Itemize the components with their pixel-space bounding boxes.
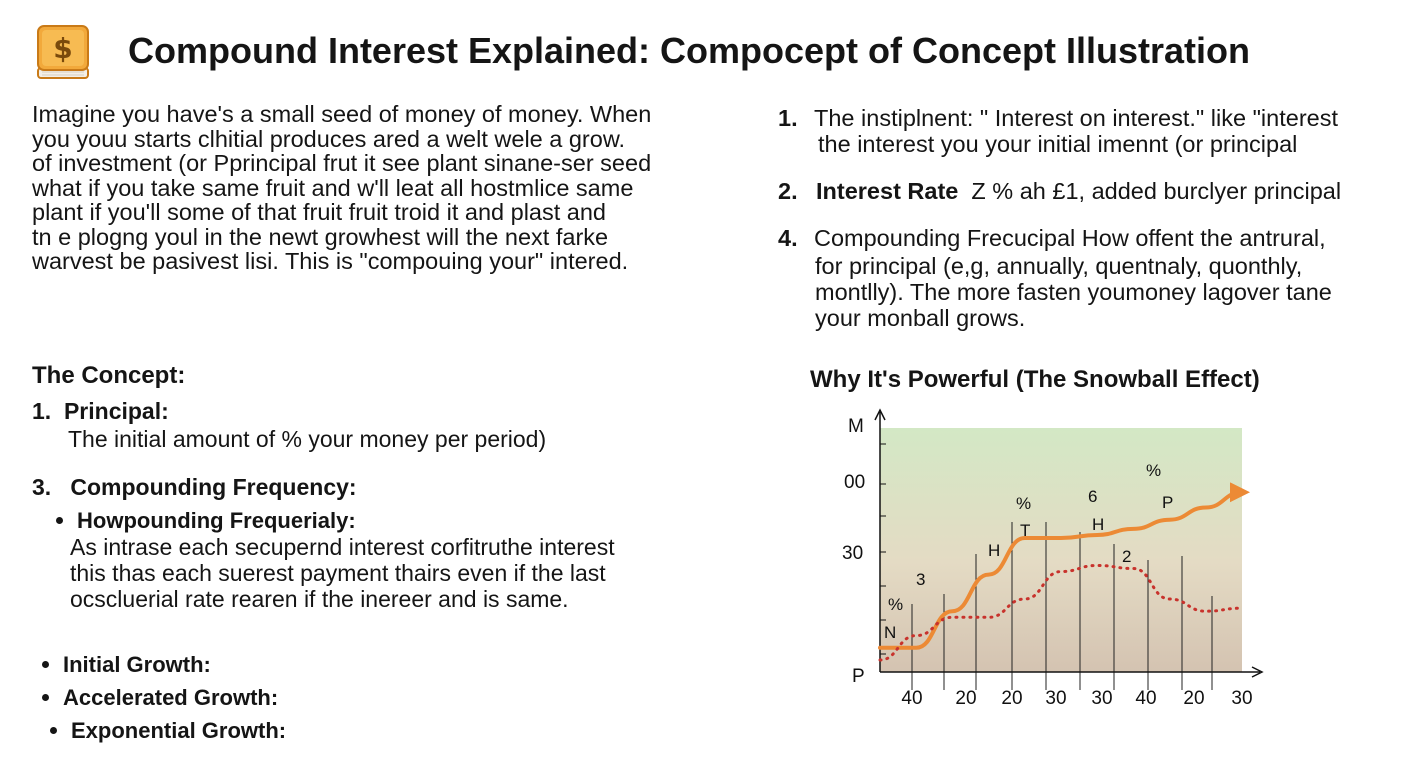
sub-bullet-line: As intrase each secupernd interest corfitruthe interest	[70, 534, 615, 560]
snowball-chart	[836, 404, 1276, 714]
header	[0, 0, 1408, 100]
chart-annotation: 6	[1088, 487, 1098, 506]
right-item-line: Frecucipal How offent the antrural,	[960, 225, 1326, 251]
bullet-dot	[42, 661, 49, 668]
growth-label: Exponential Growth:	[71, 718, 287, 743]
chart-annotation: %	[1016, 494, 1032, 513]
chart-annotation: N	[884, 623, 897, 642]
dollar-book-icon	[32, 22, 92, 82]
chart-title: Why It's Powerful (The Snowball Effect)	[810, 366, 1260, 393]
right-item-line: The instiplnent: " Interest on interest." like "interest	[814, 105, 1338, 131]
intro-line: you youu starts clhitial produces ared a welt wele a grow.	[32, 125, 626, 152]
right-item-line: your monball grows.	[815, 305, 1026, 331]
item-number: 3.	[32, 474, 52, 500]
right-item-4-continuation	[815, 253, 1332, 331]
chart-annotation: %	[1146, 461, 1162, 480]
x-tick-label: 40	[901, 688, 923, 709]
right-item-bold: Interest Rate	[816, 178, 959, 204]
item-number: 4.	[778, 225, 798, 251]
bullet-dot	[50, 727, 57, 734]
growth-label: Initial Growth:	[63, 652, 211, 677]
sub-bullet-line: this thas each suerest payment thairs even if the last	[70, 560, 606, 586]
growth-bullet-initial	[42, 652, 211, 678]
sub-bullet-line: ocscluerial rate rearen if the inereer and is same.	[70, 586, 569, 612]
chart-annotation: P	[1162, 493, 1174, 512]
right-item-line: for principal (e,g, annually, quentnaly, quonthly,	[815, 253, 1303, 279]
x-tick-label: 30	[1231, 688, 1253, 709]
bullet-dot	[42, 694, 49, 701]
y-tick-label: 30	[842, 543, 864, 564]
growth-label: Accelerated Growth:	[63, 685, 279, 710]
item-number: 2.	[778, 178, 798, 204]
intro-line: what if you take same fruit and w'll leat all hostmlice same	[32, 174, 634, 201]
chart-annotation: H	[988, 541, 1001, 560]
item-title: Principal:	[63, 398, 169, 424]
y-tick-label: P	[852, 666, 865, 687]
x-tick-label: 20	[1183, 688, 1205, 709]
right-item-1	[778, 105, 1338, 132]
right-item-2	[778, 178, 1341, 205]
y-tick-label: M	[848, 416, 864, 437]
chart-background	[880, 428, 1242, 672]
item-number: 1.	[32, 398, 52, 424]
x-tick-label: 30	[1045, 688, 1067, 709]
y-tick-label: 00	[844, 472, 866, 493]
concept-heading: The Concept:	[32, 362, 186, 389]
page-title: Compound Interest Explained: Compocept of Concept Illustration	[128, 30, 1251, 71]
right-item-line: the interest you your initial imennt (or principal	[818, 131, 1298, 157]
x-tick-label: 20	[955, 688, 977, 709]
intro-line: warvest be pasivest lisi. This is "compouing your" intered.	[32, 248, 629, 274]
growth-bullet-accelerated	[42, 685, 278, 711]
intro-line: plant if you'll some of that fruit fruit troid it and plast and	[32, 199, 607, 225]
intro-paragraph	[32, 102, 722, 274]
chart-annotation: T	[1020, 521, 1031, 540]
principal-description: The initial amount of % your money per period)	[68, 426, 547, 452]
x-tick-label: 20	[1001, 688, 1023, 709]
intro-line: of investment (or Pprincipal frut it see plant sinane-ser seed	[32, 150, 652, 176]
item-number: 1.	[778, 105, 798, 131]
sub-bullet	[56, 508, 356, 534]
sub-bullet-body	[70, 534, 615, 612]
bullet-dot	[56, 517, 63, 524]
concept-item-frequency	[32, 474, 357, 501]
right-item-bold: Compounding	[814, 225, 961, 251]
chart-annotation: 2	[1122, 547, 1132, 566]
chart-annotation: %	[888, 595, 904, 614]
svg-text:$: $	[53, 32, 73, 65]
item-title: Compounding Frequency:	[70, 474, 357, 500]
right-item-line: montlly). The more fasten youmoney lagover tane	[815, 279, 1332, 305]
chart-annotation: H	[1092, 515, 1105, 534]
x-tick-label: 40	[1135, 688, 1157, 709]
concept-item-principal	[32, 398, 169, 425]
chart-annotation: 3	[916, 570, 926, 589]
right-item-4	[778, 225, 1326, 252]
growth-bullet-exponential	[50, 718, 286, 744]
intro-line: Imagine you have's a small seed of money of money. When	[32, 101, 652, 127]
sub-bullet-title: Howpounding Frequerialy:	[77, 508, 356, 533]
right-item-rest: Z % ah £1, added burclyer principal	[971, 178, 1342, 204]
x-tick-label: 30	[1091, 688, 1113, 709]
intro-line: tn e plogng youl in the newt growhest will the next farke	[32, 223, 609, 250]
